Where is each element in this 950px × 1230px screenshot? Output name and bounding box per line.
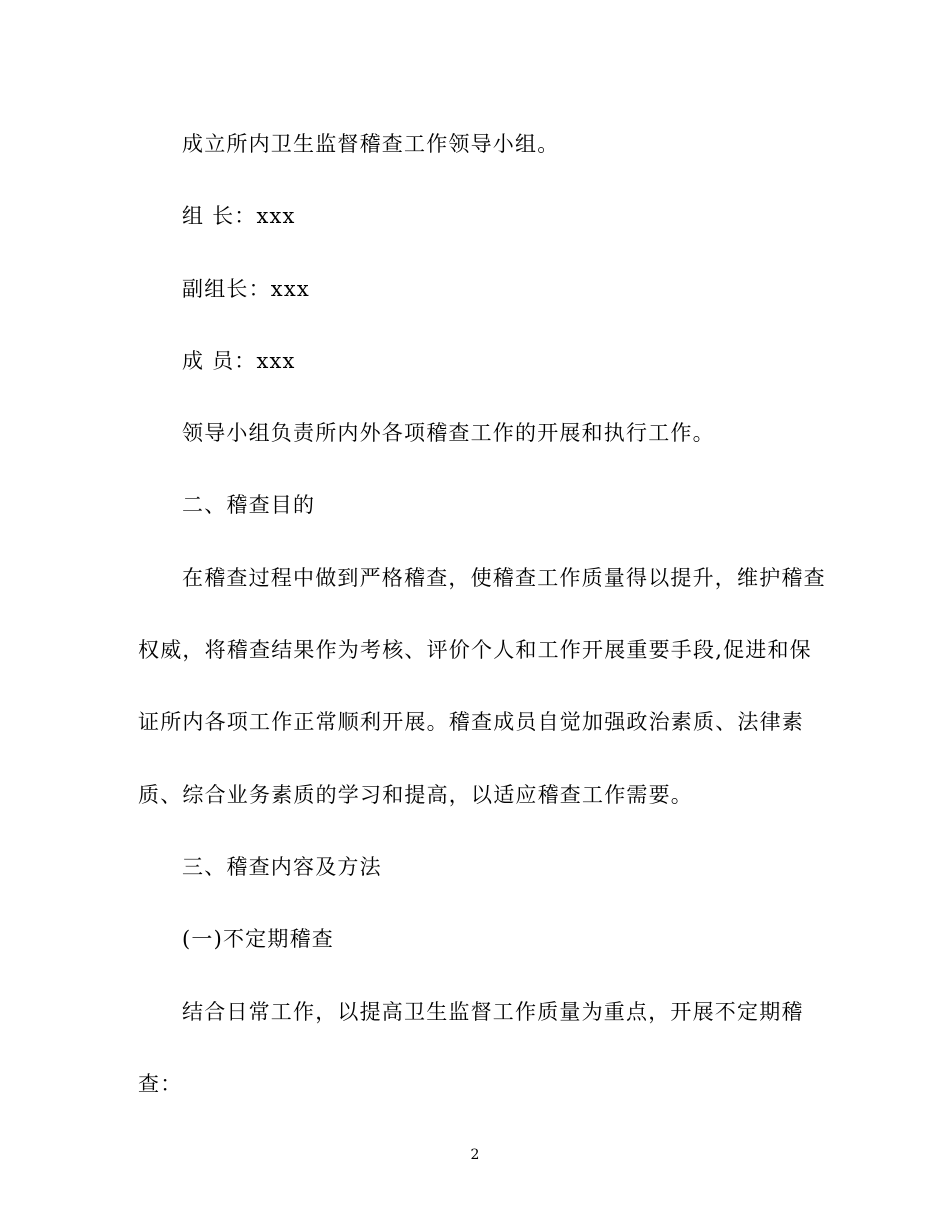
text-line-10: 质、综合业务素质的学习和提高，以适应稽查工作需要。 bbox=[138, 783, 693, 807]
text-line-2: 组 长：xxx bbox=[182, 204, 296, 228]
section-heading-2: 二、稽查目的 bbox=[182, 493, 316, 517]
text-line-7: 在稽查过程中做到严格稽查，使稽查工作质量得以提升，维护稽查 bbox=[182, 566, 826, 590]
text-line-1: 成立所内卫生监督稽查工作领导小组。 bbox=[182, 132, 560, 156]
text-line-14: 查： bbox=[138, 1072, 183, 1096]
subsection-heading-1: (一)不定期稽查 bbox=[182, 927, 334, 951]
text-line-9: 证所内各项工作正常顺利开展。稽查成员自觉加强政治素质、法律素 bbox=[138, 710, 804, 734]
text-line-5: 领导小组负责所内外各项稽查工作的开展和执行工作。 bbox=[182, 421, 715, 445]
page-number: 2 bbox=[470, 1147, 480, 1163]
text-line-8: 权威，将稽查结果作为考核、评价个人和工作开展重要手段,促进和保 bbox=[138, 638, 812, 662]
section-heading-3: 三、稽查内容及方法 bbox=[182, 855, 382, 879]
text-line-13: 结合日常工作，以提高卫生监督工作质量为重点，开展不定期稽 bbox=[182, 1000, 804, 1024]
text-line-4: 成 员：xxx bbox=[182, 349, 296, 373]
text-line-3: 副组长：xxx bbox=[182, 277, 310, 301]
